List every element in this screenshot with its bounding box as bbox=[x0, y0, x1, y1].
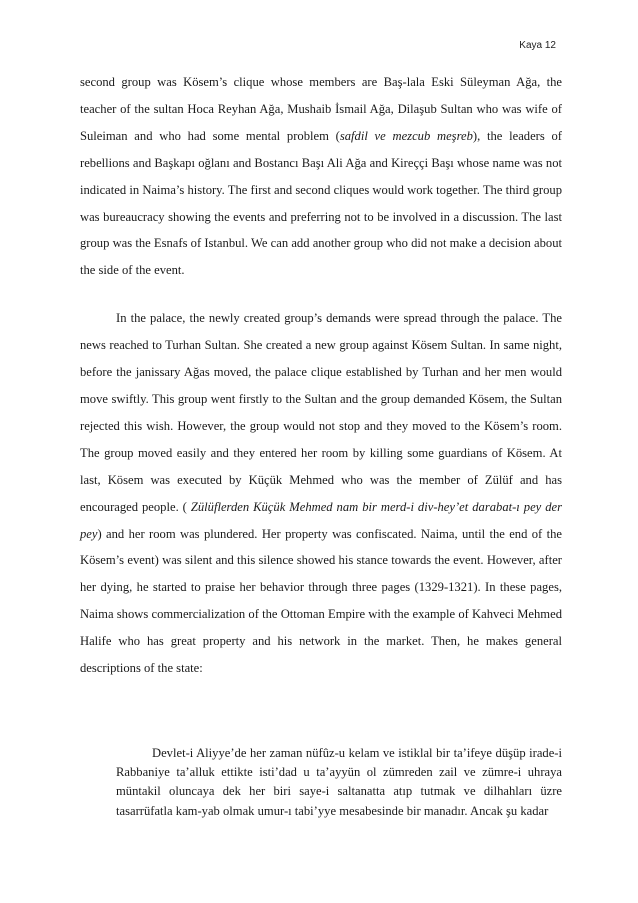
paragraph-1-italic: safdil ve mezcub meşreb bbox=[339, 128, 473, 143]
paragraph-1 bbox=[80, 69, 562, 284]
page-header bbox=[519, 40, 556, 51]
block-quote bbox=[116, 744, 562, 821]
block-quote-text: Devlet-i Aliyye’de her zaman nüfûz-u kelam ve istiklal bir ta’ifeye düşüp irade-i Rabbaniye ta’alluk ettikte isti’dad u ta’ayyün ol zümreden zail ve zümre-i uhraya müntakil oluncaya dek her biri saye-i saltanatta atıp tutmak ve dilhahları üzre tasarrüfatla kam-yab olmak umur-ı tabi’yye mesabesinde bir manadır. Ancak şu kadar bbox=[116, 746, 562, 818]
paragraph-2-text: In the palace, the newly created group’s demands were spread through the palace. The news reached to Turhan Sultan. She created a new group against Kösem Sultan. In same night, before the janissary Ağas moved, the palace clique established by Turhan and her men would move swiftly. This group went firstly to the Sultan and the group demanded Kösem, the Sultan rejected this wish. However, the group would not stop and they moved to the Kösem’s room. The group moved easily and they entered her room by killing some guardians of Kösem. At last, Kösem was executed by Küçük Mehmed who was the member of Zülüf and has encouraged people. ( bbox=[80, 311, 562, 514]
document-body bbox=[80, 69, 562, 682]
paragraph-1-text-continued: ), the leaders of rebellions and Başkapı oğlanı and Bostancı Başı Ali Ağa and Kireççi Başı whose name was not indicated in Naima’s history. The first and second cliques would work together. The third group was bureaucracy showing the events and preferring not to be involved in a discussion. The last group was the Esnafs of Istanbul. We can add another group who did not make a decision about the side of the event. bbox=[80, 128, 563, 278]
paragraph-2-text-continued: ) and her room was plundered. Her property was confiscated. Naima, until the end of the Kösem’s event) was silent and this silence showed his stance towards the event. However, after her dying, he started to praise her behavior through three pages (1329-1321). In these pages, Naima shows commercialization of the Ottoman Empire with the example of Kahveci Mehmed Halife who has great property and his network in the market. Then, he makes general descriptions of the state: bbox=[80, 526, 562, 676]
page-number-label: Kaya 12 bbox=[519, 40, 556, 51]
paragraph-1-text: second group was Kösem’s clique whose members are Baş-lala Eski Süleyman Ağa, the teacher of the sultan Hoca Reyhan Ağa, Mushaib İsmail Ağa, Dilaşub Sultan who was wife of Suleiman and who had some mental problem ( bbox=[80, 75, 562, 143]
paragraph-2 bbox=[80, 305, 562, 682]
paragraph-2-italic: Zülüflerden Küçük Mehmed nam bir merd-i div-hey’et darabat-ı pey der pey bbox=[80, 499, 562, 541]
